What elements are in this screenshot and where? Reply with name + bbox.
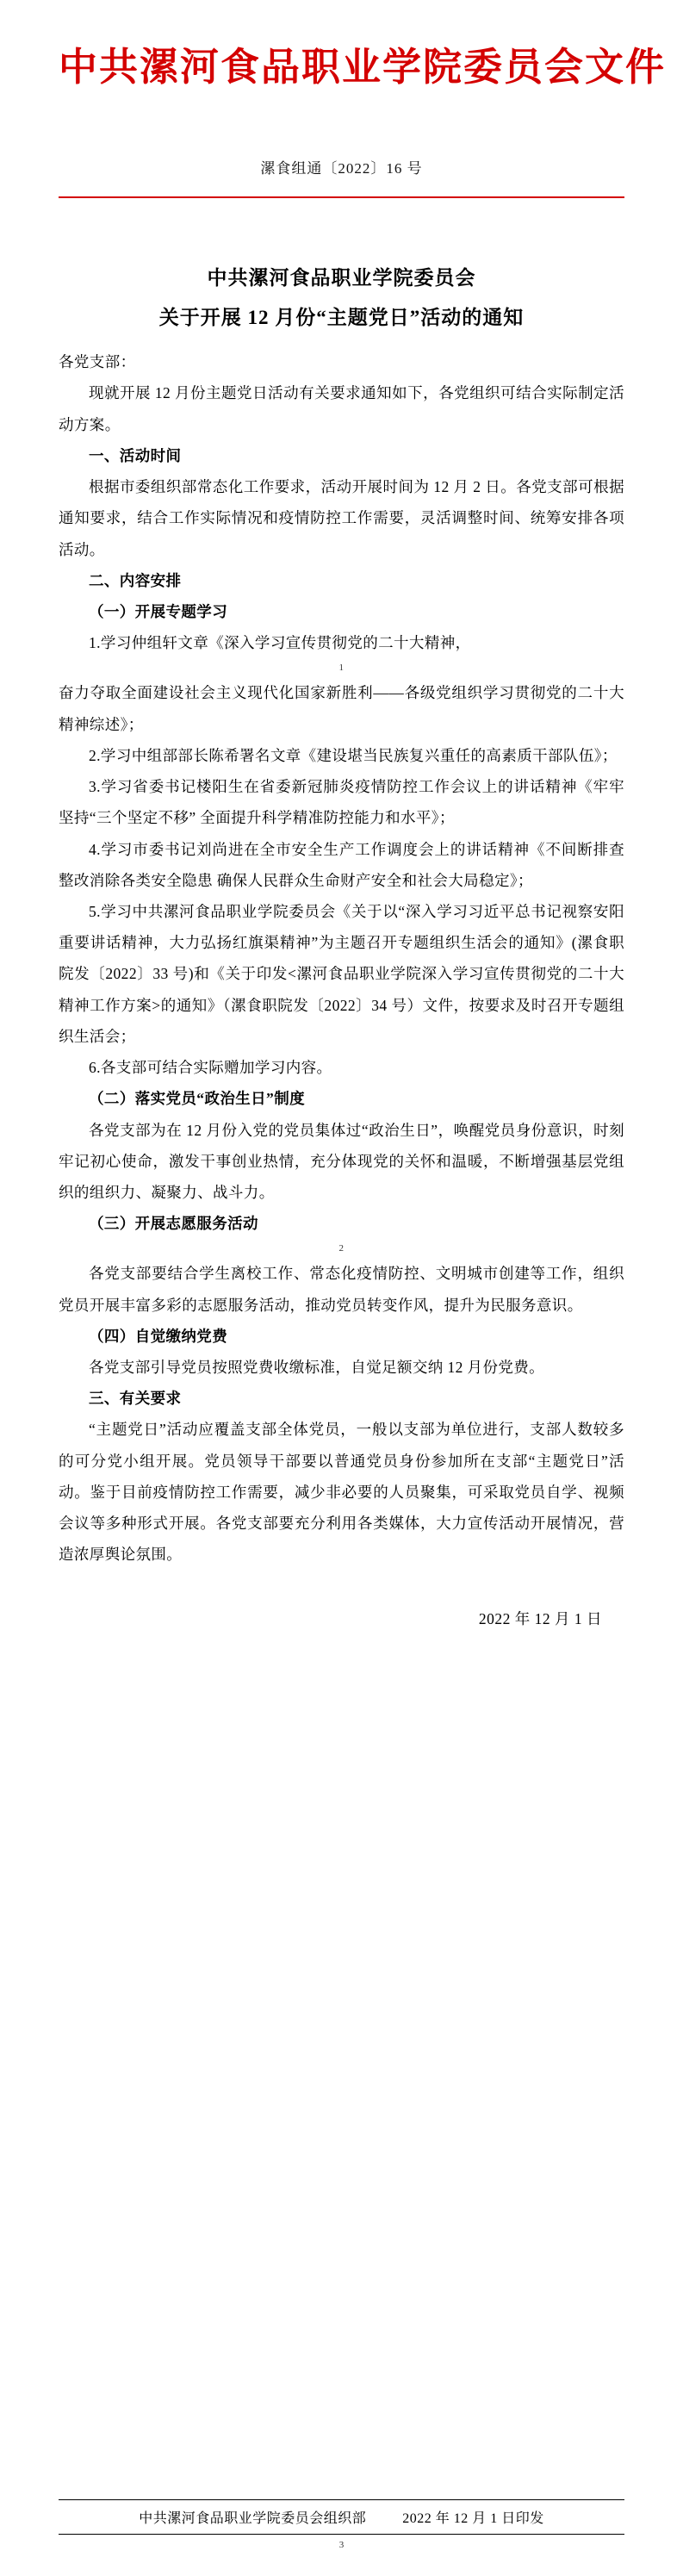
- signature-date: 2022 年 12 月 1 日: [478, 1609, 602, 1627]
- footer-top-rule: [59, 2499, 624, 2500]
- footer-print-date: 2022 年 12 月 1 日印发: [402, 2511, 544, 2526]
- footer-line: [59, 2507, 624, 2527]
- section-3-paragraph-1: “主题党日”活动应覆盖支部全体党员，一般以支部为单位进行，支部人数较多的可分党小组开展。党员领导干部要以普通党员身份参加所在支部“主题党日”活动。鉴于目前疫情防控工作需要，减少非必要的人员聚集，可采取党员自学、视频会议等多种形式开展。各党支部要充分利用各类媒体，大力宣传活动开展情况，营造浓厚舆论氛围。: [59, 1421, 624, 1564]
- page-mark-1: 1: [338, 663, 345, 674]
- footer-issuer: 中共漯河食品职业学院委员会组织部: [139, 2511, 367, 2526]
- subsection-2-1-item-5: 4.学习市委书记刘尚进在全市安全生产工作调度会上的讲话精神《不间断排查整改消除各类安全隐患 确保人民群众生命财产安全和社会大局稳定》；: [59, 840, 624, 889]
- title-line-2: 关于开展 12 月份“主题党日”活动的通知: [158, 307, 525, 329]
- document-number: 漯食组通〔2022〕16 号: [260, 160, 423, 177]
- document-masthead: [59, 0, 667, 91]
- subsection-2-1-item-6: 5.学习中共漯河食品职业学院委员会《关于以“深入学习习近平总书记视察安阳重要讲话精神，大力弘扬红旗渠精神”为主题召开专题组织生活会的通知》(漯食职院发〔2022〕33 号)和《关于印发<漯河食品职业学院深入学习宣传贯彻党的二十大精神工作方案>的通知》（漯食职院发〔2022〕34 号）文件，按要求及时召开专题组织生活会；: [59, 902, 624, 1045]
- footer-bottom-rule: [59, 2534, 624, 2535]
- subsection-2-1-item-1: 1.学习仲组轩文章《深入学习宣传贯彻党的二十大精神，: [89, 634, 471, 652]
- opening-paragraph: 现就开展 12 月份主题党日活动有关要求通知如下，各党组织可结合实际制定活动方案。: [59, 384, 624, 433]
- salutation: 各党支部：: [59, 353, 136, 371]
- section-1-paragraph-1: 根据市委组织部常态化工作要求，活动开展时间为 12 月 2 日。各党支部可根据通知要求，结合工作实际情况和疫情防控工作需要，灵活调整时间、统筹安排各项活动。: [59, 478, 624, 558]
- subsection-heading-2-4: （四）自觉缴纳党费: [89, 1327, 228, 1345]
- title-line-1: 中共漯河食品职业学院委员会: [207, 267, 476, 289]
- masthead-title: 中共漯河食品职业学院委员会文件: [59, 46, 667, 89]
- subsection-2-1-item-3: 2.学习中组部部长陈希署名文章《建设堪当民族复兴重任的高素质干部队伍》；: [89, 746, 618, 764]
- document-body: [59, 346, 624, 1634]
- subsection-2-3-item-1: 各党支部要结合学生离校工作、常态化疫情防控、文明城市创建等工作，组织党员开展丰富多彩的志愿服务活动，推动党员转变作风，提升为民服务意识。: [59, 1265, 624, 1314]
- subsection-2-2-item-1: 各党支部为在 12 月份入党的党员集体过“政治生日”，唤醒党员身份意识，时刻牢记初心使命，激发干事创业热情，充分体现党的关怀和温暖，不断增强基层党组织的组织力、凝聚力、战斗力。: [59, 1121, 624, 1201]
- subsection-2-1-item-4: 3.学习省委书记楼阳生在省委新冠肺炎疫情防控工作会议上的讲话精神《牢牢坚持“三个坚定不移” 全面提升科学精准防控能力和水平》；: [59, 778, 624, 827]
- section-heading-1: 一、活动时间: [89, 446, 182, 464]
- subsection-heading-2-1: （一）开展专题学习: [89, 603, 228, 620]
- page-mark-3: 3: [338, 2540, 345, 2550]
- page-mark-2: 2: [338, 1243, 345, 1254]
- subsection-heading-2-2: （二）落实党员“政治生日”制度: [89, 1090, 305, 1108]
- subsection-2-4-item-1: 各党支部引导党员按照党费收缴标准，自觉足额交纳 12 月份党费。: [89, 1359, 545, 1377]
- section-heading-2: 二、内容安排: [89, 571, 182, 589]
- document-title: [59, 258, 624, 338]
- subsection-2-1-item-2: 奋力夺取全面建设社会主义现代化国家新胜利——各级党组织学习贯彻党的二十大精神综述》；: [59, 684, 624, 733]
- red-divider-rule: [59, 196, 624, 198]
- document-footer: [59, 2499, 624, 2550]
- subsection-2-1-item-7: 6.各支部可结合实际赠加学习内容。: [89, 1059, 332, 1077]
- section-heading-3: 三、有关要求: [89, 1390, 182, 1408]
- subsection-heading-2-3: （三）开展志愿服务活动: [89, 1215, 258, 1233]
